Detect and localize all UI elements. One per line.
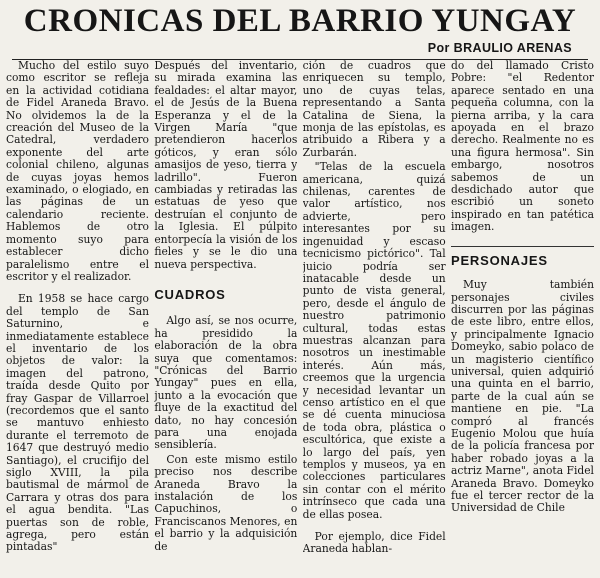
- article-columns: [6, 60, 594, 578]
- text-column-3: [303, 60, 446, 578]
- section-heading-cuadros: CUADROS: [154, 286, 226, 302]
- paragraph: Después del inventario, su mirada examina las fealdades: el altar mayor, el de Jesús de la Buena Esperanza y el de la Virgen María "que pretendieron hacerlos góticos, y eran sólo amasijos de yeso, tierra y ladrillo". Fueron cambiadas y retiradas las estatuas de yeso que destruían el conjunto de la Iglesia. El púlpito entorpecía la visión de los fieles y se le dio una nueva perspectiva.: [154, 60, 298, 271]
- article-byline: Por BRAULIO ARENAS: [427, 41, 572, 55]
- section-heading-personajes: PERSONAJES: [451, 246, 594, 267]
- paragraph: Muy también personajes civiles discurren por las páginas de este libro, entre ellos, y principalmente Ignacio Domeyko, sabio polaco de un magisterio científico universal, quien adquirió una quinta en el barrio, parte de la cual aún se mantiene en pie. "La compró al francés Eugenio Molou que huía de la policía francesa por haber robado joyas a la actriz Marne", anota Fidel Araneda Bravo. Domeyko fue el tercer rector de la Universidad de Chile: [450, 278, 594, 515]
- text-column-4: [451, 60, 594, 578]
- paragraph: Por ejemplo, dice Fidel Araneda hablan-: [302, 530, 446, 556]
- paragraph: do del llamado Cristo Pobre: "el Redentor aparece sentado en una pequeña columna, con la pierna arriba, y la cara apoyada en el brazo derecho. Realmente no es una figura hermosa". Sin embargo, nosotros sabemos de un desdichado autor que escribió un soneto inspirado en tan patética imagen.: [450, 60, 594, 234]
- paragraph: Mucho del estilo suyo como escritor se refleja en la actividad cotidiana de Fidel Araneda Bravo. No olvidemos la de la creación del Museo de la Catedral, verdadero exponente del arte colonial chileno, algunas de cuyas joyas hemos examinado, o elogiado, en las páginas de un calendario reciente. Hablemos de otro momento suyo para establecer dicho paralelismo entre el escritor y el realizador.: [6, 60, 149, 283]
- paragraph: Algo así, se nos ocurre, ha presidido la elaboración de la obra suya que comentamos: "Crónicas del Barrio Yungay" pues en ella, junto a la evocación que fluye de la exactitud del dato, no hay concesión para una enojada sensiblería.: [154, 314, 298, 452]
- paragraph: ción de cuadros que enriquecen su templo, uno de cuyas telas, representando a Santa Catalina de Siena, la monja de las epístolas, es atribuido a Ribera y a Zurbarán.: [302, 60, 446, 159]
- paragraph: En 1958 se hace cargo del templo de San Saturnino, e inmediatamente establece el inventario de los objetos de valor: la imagen del patrono, traída desde Quito por fray Gaspar de Villarroel (recordemos que el santo se mantuvo enhiesto durante el terremoto de 1647 que destruyó medio Santiago), el crucifijo del siglo XVIII, la pila bautismal de mármol de Carrara y otras dos para el agua bendita. "Las puertas son de roble, agrega, pero están pintadas": [6, 292, 149, 554]
- article-title: CRONICAS DEL BARRIO YUNGAY: [23, 3, 577, 39]
- text-column-1: [6, 60, 149, 578]
- paragraph: Con este mismo estilo preciso nos describe Araneda Bravo la instalación de los Capuchinos, o Franciscanos Menores, en el barrio y la adquisición de: [154, 452, 298, 553]
- text-column-2: [154, 60, 297, 578]
- paragraph: "Telas de la escuela americana, quizá chilenas, carentes de valor artístico, nos advierte, pero interesantes por su ingenuidad y escaso tecnicismo pictórico". Tal juicio podría ser inatacable desde un punto de vista general, pero, desde el ángulo de nuestro patrimonio cultural, todas estas muestras alcanzan para nosotros un inestimable interés. Aún más, creemos que la urgencia y necesidad levantar un censo artístico en el que se dé cuenta minuciosa de toda obra, plástica o escultórica, que existe a lo largo del país, yen templos y museos, ya en colecciones particulares sin contar con el mérito intrínseco que cada una de ellas posea.: [302, 160, 446, 521]
